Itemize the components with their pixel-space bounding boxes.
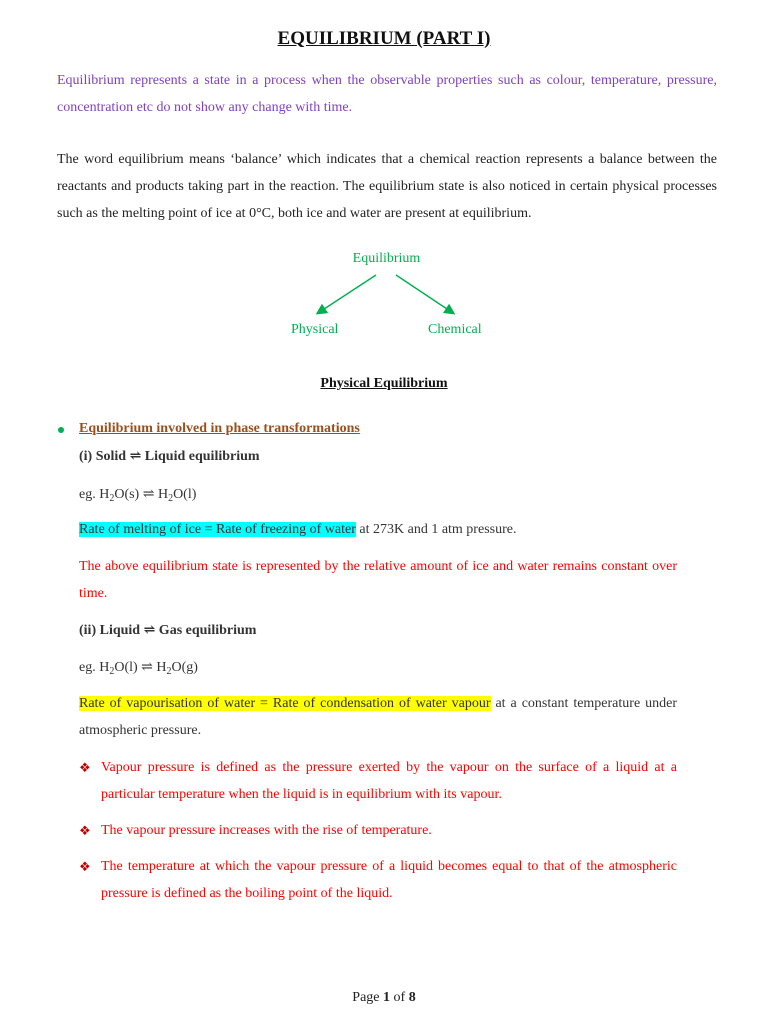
eg-text: O(l) ⇌ H [114, 660, 167, 675]
footer-page-number: 1 [383, 990, 391, 1005]
arrow-to-chemical [396, 275, 453, 313]
eg-text: O(g) [171, 660, 198, 675]
liquid-gas-heading: (ii) Liquid ⇌ Gas equilibrium [79, 623, 257, 638]
eg-text: eg. H [79, 660, 110, 675]
phase-transformations-heading [79, 421, 360, 437]
footer-of-word: of [390, 990, 409, 1005]
arrow-to-physical [318, 275, 376, 313]
diamond-bullet-icon: ❖ [79, 760, 91, 775]
eg-subscript: 2 [168, 493, 174, 504]
intro-paragraph: Equilibrium represents a state in a process when the observable properties such as colour, temperature, pressure, concentration etc do not show any change with time. [57, 73, 717, 115]
vapourisation-rate-paragraph [79, 690, 677, 744]
point-vapour-pressure-rise: The vapour pressure increases with the rise of temperature. [101, 823, 432, 838]
page-footer [0, 990, 768, 1006]
eg-subscript: 2 [109, 666, 115, 677]
eg-subscript: 2 [166, 666, 172, 677]
vapourisation-rate-highlight: Rate of vapourisation of water = Rate of condensation of water vapour [79, 696, 491, 711]
point-vapour-pressure: Vapour pressure is defined as the pressure exerted by the vapour on the surface of a liquid at a particular temperature when the liquid is in equilibrium with its vapour. [101, 760, 677, 802]
diagram-physical-label: Physical [291, 322, 339, 337]
liquid-gas-example [79, 659, 198, 676]
solid-liquid-heading: (i) Solid ⇌ Liquid equilibrium [79, 449, 260, 464]
phase-transformations-text: Equilibrium involved in phase transformations [79, 421, 360, 436]
melting-rate-rest: at 273K and 1 atm pressure. [355, 522, 517, 537]
eg-text: O(l) [173, 487, 197, 502]
footer-page-word: Page [352, 990, 384, 1005]
eg-text: O(s) ⇌ H [114, 487, 169, 502]
diagram-root-label: Equilibrium [352, 251, 421, 266]
solid-liquid-example [79, 486, 196, 503]
diamond-bullet-icon: ❖ [79, 859, 91, 874]
point-boiling-point: The temperature at which the vapour pressure of a liquid becomes equal to that of the atmospheric pressure is defined as the boiling point of the liquid. [101, 859, 677, 901]
physical-equilibrium-heading: Physical Equilibrium [320, 376, 448, 391]
bullet-dot [58, 427, 64, 433]
word-paragraph: The word equilibrium means ‘balance’ which indicates that a chemical reaction represents a balance between the reactants and products taking part in the reaction. The equilibrium state is also noticed in certain physical processes such as the melting point of ice at 0°C, both ice and water are present at equilibrium. [57, 152, 717, 221]
melting-rate-line [79, 522, 516, 538]
eg-text: eg. H [79, 487, 110, 502]
melting-rate-highlight: Rate of melting of ice = Rate of freezing of water [79, 522, 356, 537]
vapourisation-rate-rest: at a constant temperature under atmospheric pressure. [79, 696, 677, 738]
diagram-chemical-label: Chemical [428, 322, 482, 337]
eg-subscript: 2 [109, 493, 115, 504]
page-title: EQUILIBRIUM (PART I) [277, 28, 491, 49]
solid-liquid-note: The above equilibrium state is represented by the relative amount of ice and water remains constant over time. [79, 559, 677, 601]
footer-page-total: 8 [408, 990, 416, 1005]
diamond-bullet-icon: ❖ [79, 823, 91, 838]
